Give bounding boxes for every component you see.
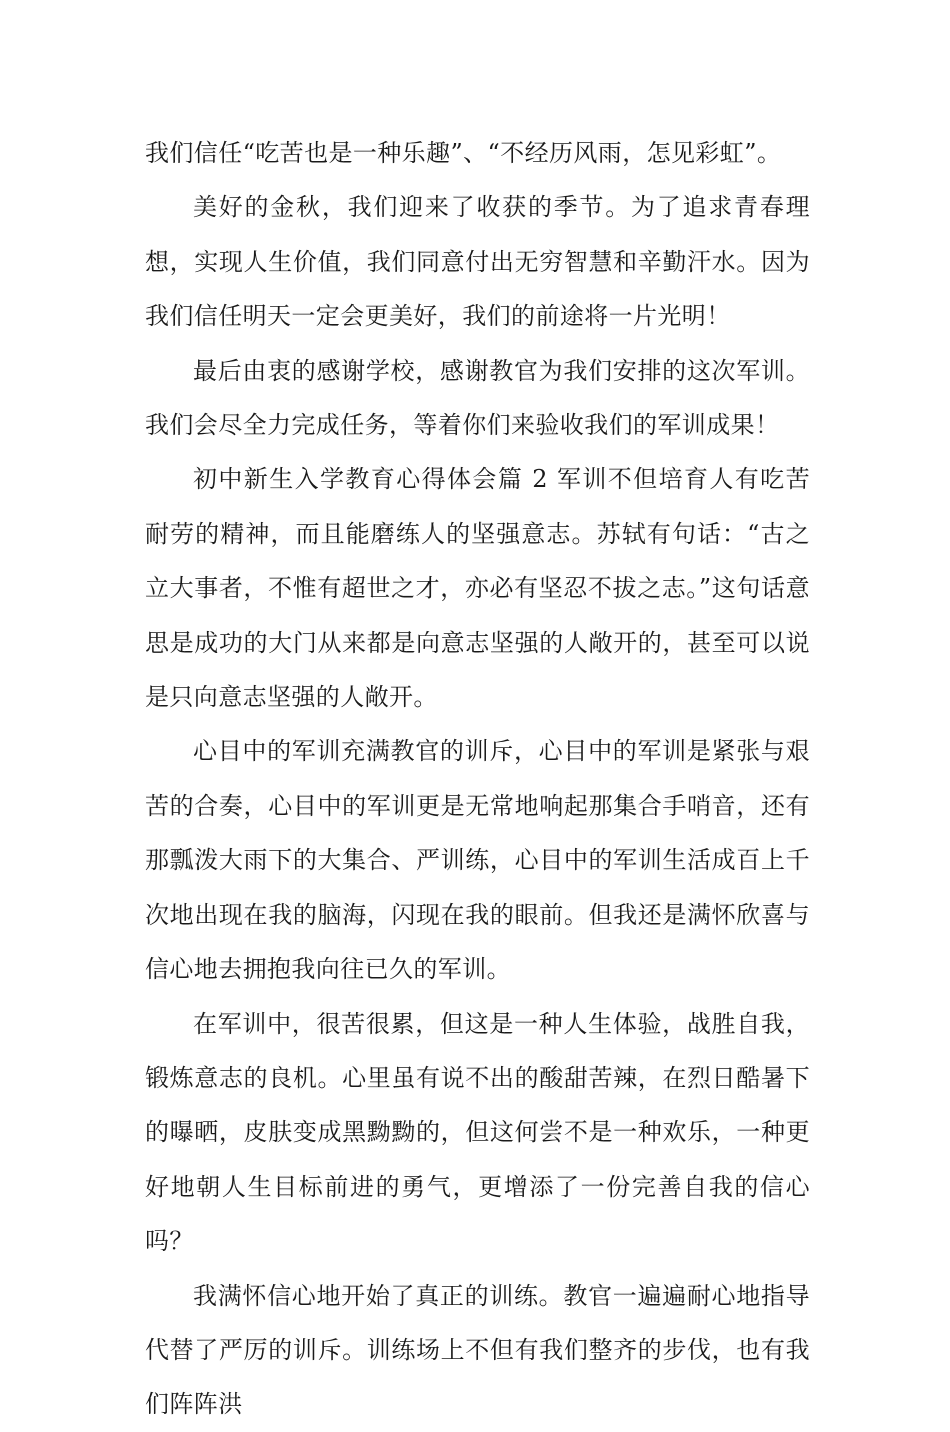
paragraph: 美好的金秋，我们迎来了收获的季节。为了追求青春理想，实现人生价值，我们同意付出无穷智慧和辛勤汗水。因为我们信任明天一定会更美好，我们的前途将一片光明！ [145,193,810,331]
paragraph: 心目中的军训充满教官的训斥，心目中的军训是紧张与艰苦的合奏，心目中的军训更是无常地响起那集合手哨音，还有那瓢泼大雨下的大集合、严训练，心目中的军训生活成百上千次地出现在我的脑海，闪现在我的眼前。但我还是满怀欣喜与信心地去拥抱我向往已久的军训。 [145,737,810,984]
paragraph: 初中新生入学教育心得体会篇 2 军训不但培育人有吃苦耐劳的精神，而且能磨练人的坚强意志。苏轼有句话：“古之立大事者，不惟有超世之才，亦必有坚忍不拔之志。”这句话意思是成功的大门从来都是向意志坚强的人敞开的，甚至可以说是只向意志坚强的人敞开。 [145,465,810,712]
paragraph: 最后由衷的感谢学校，感谢教官为我们安排的这次军训。我们会尽全力完成任务，等着你们来验收我们的军训成果！ [145,356,810,440]
paragraph: 我们信任“吃苦也是一种乐趣”、“不经历风雨，怎见彩虹”。 [145,139,782,167]
paragraph: 我满怀信心地开始了真正的训练。教官一遍遍耐心地指导代替了严厉的训斥。训练场上不但有我们整齐的步伐，也有我们阵阵洪 [145,1281,810,1419]
paragraph: 在军训中，很苦很累，但这是一种人生体验，战胜自我，锻炼意志的良机。心里虽有说不出的酸甜苦辣，在烈日酷暑下的曝晒，皮肤变成黑黝黝的，但这何尝不是一种欢乐，一种更好地朝人生目标前进的勇气，更增添了一份完善自我的信心吗？ [145,1009,810,1256]
document-body [145,126,810,1432]
